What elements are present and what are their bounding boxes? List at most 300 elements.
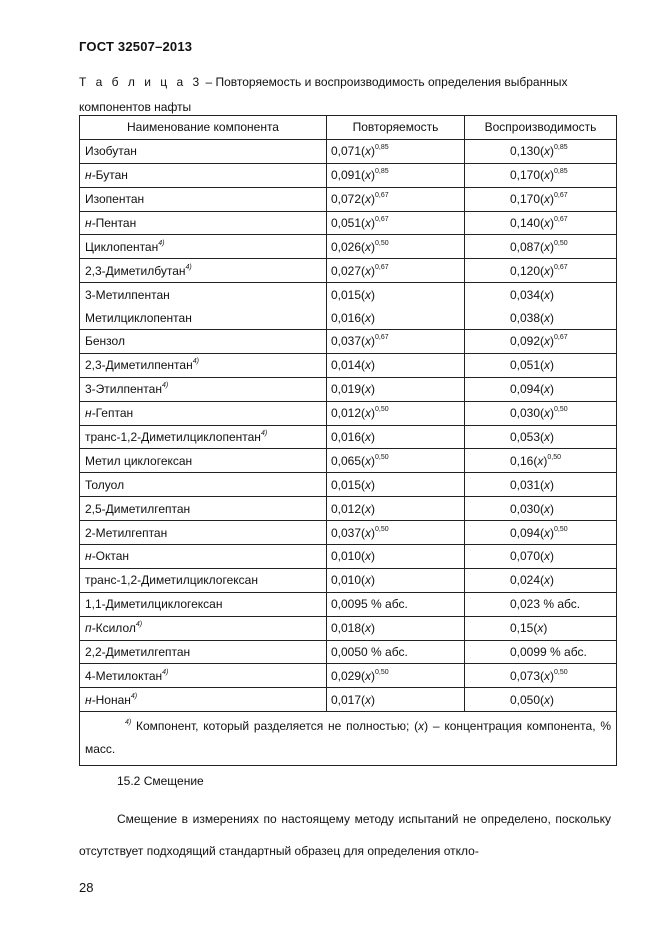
component-name: Циклопентан xyxy=(85,239,159,254)
value-text: 0,023 % абс. xyxy=(510,597,581,612)
value-x: x xyxy=(365,525,372,540)
table-row xyxy=(80,568,617,592)
component-name-cell xyxy=(80,664,327,688)
value-paren: ) xyxy=(550,430,555,445)
value-exponent: 0,85 xyxy=(375,168,389,176)
value-x: x xyxy=(544,263,551,278)
reproducibility-cell xyxy=(465,640,617,664)
repeatability-cell xyxy=(327,211,465,235)
reproducibility-cell xyxy=(465,449,617,473)
footnote-ref: 4) xyxy=(130,692,138,700)
reproducibility-cell xyxy=(465,306,617,329)
value-paren: ) xyxy=(550,692,555,707)
component-name-cell xyxy=(80,616,327,640)
header-repeatability: Повторяемость xyxy=(327,116,465,140)
value-coef: 0,037( xyxy=(331,525,366,540)
repeatability-cell xyxy=(327,449,465,473)
value-x: x xyxy=(544,287,551,302)
table-row xyxy=(80,688,617,712)
reproducibility-cell xyxy=(465,521,617,545)
value-paren: ) xyxy=(550,501,555,516)
component-name-cell xyxy=(80,211,327,235)
value-coef: 0,094( xyxy=(510,382,545,397)
value-x: x xyxy=(537,621,544,636)
value-coef: 0,017( xyxy=(331,692,366,707)
table-row xyxy=(80,497,617,521)
value-exponent: 0,67 xyxy=(554,192,568,200)
value-paren: ) xyxy=(543,453,548,468)
value-paren: ) xyxy=(550,549,555,564)
value-x: x xyxy=(365,382,372,397)
value-x: x xyxy=(365,573,372,588)
value-paren: ) xyxy=(550,192,555,207)
reproducibility-cell xyxy=(465,545,617,569)
repeatability-cell xyxy=(327,330,465,354)
value-paren: ) xyxy=(371,525,376,540)
value-coef: 0,038( xyxy=(510,310,545,325)
value-exponent: 0,50 xyxy=(375,668,389,676)
table-row xyxy=(80,139,617,163)
value-x: x xyxy=(365,501,372,516)
reproducibility-cell xyxy=(465,139,617,163)
table-row xyxy=(80,187,617,211)
repeatability-cell xyxy=(327,187,465,211)
footnote-row xyxy=(80,712,617,766)
value-text: 0,0099 % абс. xyxy=(510,645,587,660)
footnote-ref: 4) xyxy=(161,382,169,390)
value-x: x xyxy=(365,477,372,492)
value-coef: 0,018( xyxy=(331,621,366,636)
table-caption xyxy=(79,70,619,120)
value-x: x xyxy=(544,358,551,373)
value-x: x xyxy=(544,382,551,397)
repeatability-cell xyxy=(327,306,465,329)
table-row xyxy=(80,616,617,640)
document-code: ГОСТ 32507–2013 xyxy=(79,39,193,54)
value-coef: 0,16( xyxy=(510,453,538,468)
reproducibility-cell xyxy=(465,592,617,616)
table-row xyxy=(80,283,617,306)
repeatability-cell xyxy=(327,545,465,569)
component-prefix: н- xyxy=(85,406,96,421)
component-name: 2-Метилгептан xyxy=(85,525,168,540)
table-row xyxy=(80,235,617,259)
value-paren: ) xyxy=(371,239,376,254)
value-exponent: 0,50 xyxy=(554,406,568,414)
footnote-ref: 4) xyxy=(185,263,192,271)
value-paren: ) xyxy=(543,621,548,636)
value-x: x xyxy=(365,168,372,183)
value-x: x xyxy=(544,144,551,159)
component-prefix: н- xyxy=(85,692,96,707)
reproducibility-cell xyxy=(465,259,617,283)
reproducibility-cell xyxy=(465,473,617,497)
value-x: x xyxy=(544,501,551,516)
component-name-cell xyxy=(80,283,327,306)
component-name: Бензол xyxy=(85,334,125,349)
component-name: Метил циклогексан xyxy=(85,453,193,468)
component-prefix: п- xyxy=(85,621,96,636)
value-exponent: 0,50 xyxy=(375,239,389,247)
footnote-ref: 4) xyxy=(162,668,169,676)
table-row xyxy=(80,353,617,377)
repeatability-cell xyxy=(327,664,465,688)
value-coef: 0,014( xyxy=(331,358,366,373)
footnote-ref: 4) xyxy=(192,358,199,366)
component-name-cell xyxy=(80,497,327,521)
value-x: x xyxy=(544,334,551,349)
value-coef: 0,015( xyxy=(331,477,366,492)
value-coef: 0,070( xyxy=(510,549,545,564)
value-coef: 0,019( xyxy=(331,382,366,397)
component-name: 2,3-Диметилпентан xyxy=(85,358,193,373)
value-x: x xyxy=(365,334,372,349)
value-x: x xyxy=(365,621,372,636)
component-name: 2,2-Диметилгептан xyxy=(85,645,191,660)
repeatability-cell xyxy=(327,139,465,163)
value-x: x xyxy=(544,239,551,254)
value-coef: 0,15( xyxy=(510,621,538,636)
value-x: x xyxy=(365,692,372,707)
table-row xyxy=(80,640,617,664)
value-x: x xyxy=(365,430,372,445)
value-coef: 0,034( xyxy=(510,287,545,302)
component-name: Ксилол xyxy=(95,621,136,636)
precision-table xyxy=(79,115,617,766)
value-coef: 0,170( xyxy=(510,168,545,183)
repeatability-cell xyxy=(327,377,465,401)
value-exponent: 0,67 xyxy=(554,334,568,342)
component-name-cell xyxy=(80,568,327,592)
value-coef: 0,024( xyxy=(510,573,545,588)
value-coef: 0,140( xyxy=(510,216,545,230)
value-paren: ) xyxy=(371,692,376,707)
reproducibility-cell xyxy=(465,235,617,259)
value-coef: 0,053( xyxy=(510,430,545,445)
repeatability-cell xyxy=(327,616,465,640)
table-row xyxy=(80,473,617,497)
component-name-cell xyxy=(80,353,327,377)
footnote-ref: 4) xyxy=(135,621,143,629)
value-paren: ) xyxy=(371,501,376,516)
table-row xyxy=(80,211,617,235)
repeatability-cell xyxy=(327,259,465,283)
component-name: транс-1,2-Диметилциклопентан xyxy=(85,430,261,445)
value-coef: 0,030( xyxy=(510,501,545,516)
value-coef: 0,092( xyxy=(510,334,545,349)
component-name: Метилциклопентан xyxy=(85,310,192,325)
value-exponent: 0,67 xyxy=(554,263,568,271)
table-caption-text: – Повторяемость и воспроизводимость определения выбранных компонентов нафты xyxy=(79,75,568,114)
value-coef: 0,027( xyxy=(331,263,366,278)
reproducibility-cell xyxy=(465,163,617,187)
value-coef: 0,031( xyxy=(510,477,545,492)
value-paren: ) xyxy=(371,668,376,683)
component-name-cell xyxy=(80,377,327,401)
value-text: 0,0095 % абс. xyxy=(331,597,408,612)
repeatability-cell xyxy=(327,163,465,187)
component-name: Нонан xyxy=(95,692,131,707)
value-x: x xyxy=(365,263,372,278)
value-coef: 0,050( xyxy=(510,692,545,707)
footnote-ref: 4) xyxy=(260,430,268,438)
component-name-cell xyxy=(80,330,327,354)
value-paren: ) xyxy=(371,144,376,159)
value-x: x xyxy=(365,192,372,207)
component-name: 3-Метилпентан xyxy=(85,287,170,302)
table-row xyxy=(80,592,617,616)
repeatability-cell xyxy=(327,473,465,497)
component-name: 1,1-Диметилциклогексан xyxy=(85,597,223,612)
value-x: x xyxy=(365,549,372,564)
component-name-cell xyxy=(80,592,327,616)
value-coef: 0,073( xyxy=(510,668,545,683)
value-paren: ) xyxy=(371,621,376,636)
component-name: Пентан xyxy=(95,216,137,230)
value-exponent: 0,85 xyxy=(554,144,568,152)
header-component: Наименование компонента xyxy=(80,116,327,140)
table-row xyxy=(80,401,617,425)
table-row xyxy=(80,664,617,688)
component-name: 3-Этилпентан xyxy=(85,382,162,397)
value-coef: 0,016( xyxy=(331,430,366,445)
value-coef: 0,012( xyxy=(331,406,366,421)
page-number: 28 xyxy=(79,880,94,895)
value-x: x xyxy=(544,477,551,492)
value-coef: 0,091( xyxy=(331,168,366,183)
component-name-cell xyxy=(80,401,327,425)
value-x: x xyxy=(537,453,544,468)
value-x: x xyxy=(544,692,551,707)
value-coef: 0,094( xyxy=(510,525,545,540)
value-paren: ) xyxy=(550,334,555,349)
table-row xyxy=(80,545,617,569)
value-x: x xyxy=(544,310,551,325)
body-paragraph: Смещение в измерениях по настоящему методу испытаний не определено, поскольку отсутствует подходящий стандартный образец для определения откло- xyxy=(79,812,611,858)
reproducibility-cell xyxy=(465,688,617,712)
value-x: x xyxy=(544,573,551,588)
value-coef: 0,072( xyxy=(331,192,366,207)
value-exponent: 0,85 xyxy=(375,144,389,152)
value-paren: ) xyxy=(371,334,376,349)
component-prefix: н- xyxy=(85,549,96,564)
value-exponent: 0,50 xyxy=(375,525,389,533)
value-paren: ) xyxy=(371,192,376,207)
value-exponent: 0,67 xyxy=(375,192,389,200)
value-paren: ) xyxy=(550,287,555,302)
component-name: 2,5-Диметилгептан xyxy=(85,501,191,516)
value-paren: ) xyxy=(550,144,555,159)
value-paren: ) xyxy=(371,549,376,564)
table-body xyxy=(80,139,617,711)
reproducibility-cell xyxy=(465,283,617,306)
table-header-row xyxy=(80,116,617,140)
value-paren: ) xyxy=(371,430,376,445)
value-x: x xyxy=(365,144,372,159)
value-paren: ) xyxy=(371,382,376,397)
value-x: x xyxy=(365,239,372,254)
value-paren: ) xyxy=(550,310,555,325)
component-name: 4-Метилоктан xyxy=(85,668,163,683)
table-row xyxy=(80,330,617,354)
value-coef: 0,130( xyxy=(510,144,545,159)
value-coef: 0,087( xyxy=(510,239,545,254)
value-x: x xyxy=(544,549,551,564)
component-name: транс-1,2-Диметилциклогексан xyxy=(85,573,258,588)
value-paren: ) xyxy=(550,406,555,421)
value-exponent: 0,50 xyxy=(554,668,568,676)
value-coef: 0,065( xyxy=(331,453,366,468)
repeatability-cell xyxy=(327,425,465,449)
value-x: x xyxy=(365,453,372,468)
reproducibility-cell xyxy=(465,211,617,235)
component-name: Бутан xyxy=(95,168,128,183)
component-name-cell xyxy=(80,187,327,211)
value-paren: ) xyxy=(371,453,376,468)
value-coef: 0,030( xyxy=(510,406,545,421)
value-exponent: 0,50 xyxy=(554,525,568,533)
component-name-cell xyxy=(80,521,327,545)
repeatability-cell xyxy=(327,283,465,306)
reproducibility-cell xyxy=(465,377,617,401)
repeatability-cell xyxy=(327,353,465,377)
value-coef: 0,016( xyxy=(331,310,366,325)
header-reproducibility: Воспроизводимость xyxy=(465,116,617,140)
component-name-cell xyxy=(80,425,327,449)
value-paren: ) xyxy=(371,216,376,230)
value-exponent: 0,67 xyxy=(375,263,389,271)
repeatability-cell xyxy=(327,497,465,521)
repeatability-cell xyxy=(327,568,465,592)
value-text: 0,0050 % абс. xyxy=(331,645,408,660)
component-name: Октан xyxy=(95,549,129,564)
component-name-cell xyxy=(80,688,327,712)
value-paren: ) xyxy=(371,168,376,183)
value-paren: ) xyxy=(371,477,376,492)
component-name-cell xyxy=(80,640,327,664)
value-x: x xyxy=(544,430,551,445)
component-prefix: н- xyxy=(85,216,96,230)
table-row xyxy=(80,449,617,473)
value-coef: 0,071( xyxy=(331,144,366,159)
reproducibility-cell xyxy=(465,425,617,449)
footnote-text-a: Компонент, который разделяется не полностью; ( xyxy=(131,719,419,734)
table-row xyxy=(80,259,617,283)
repeatability-cell xyxy=(327,640,465,664)
value-paren: ) xyxy=(371,287,376,302)
table-row xyxy=(80,306,617,329)
value-paren: ) xyxy=(550,263,555,278)
value-coef: 0,012( xyxy=(331,501,366,516)
repeatability-cell xyxy=(327,235,465,259)
component-name-cell xyxy=(80,545,327,569)
value-exponent: 0,67 xyxy=(375,334,389,342)
reproducibility-cell xyxy=(465,401,617,425)
value-paren: ) xyxy=(550,382,555,397)
value-paren: ) xyxy=(550,477,555,492)
value-paren: ) xyxy=(550,525,555,540)
value-paren: ) xyxy=(371,310,376,325)
value-coef: 0,051( xyxy=(331,216,366,230)
value-exponent: 0,50 xyxy=(547,453,561,461)
value-x: x xyxy=(365,310,372,325)
value-exponent: 0,67 xyxy=(554,216,568,223)
table-caption-label: Т а б л и ц а 3 xyxy=(79,75,203,89)
value-exponent: 0,85 xyxy=(554,168,568,176)
table-row xyxy=(80,163,617,187)
value-paren: ) xyxy=(371,406,376,421)
reproducibility-cell xyxy=(465,616,617,640)
value-x: x xyxy=(544,525,551,540)
component-name: Изобутан xyxy=(85,144,137,159)
value-x: x xyxy=(365,216,372,230)
value-x: x xyxy=(544,406,551,421)
component-name: Гептан xyxy=(95,406,134,421)
value-x: x xyxy=(365,287,372,302)
table-row xyxy=(80,425,617,449)
value-x: x xyxy=(544,192,551,207)
value-coef: 0,037( xyxy=(331,334,366,349)
table-footnote xyxy=(80,712,617,766)
component-name: 2,3-Диметилбутан xyxy=(85,263,186,278)
value-coef: 0,010( xyxy=(331,549,366,564)
value-exponent: 0,50 xyxy=(375,453,389,461)
value-coef: 0,015( xyxy=(331,287,366,302)
value-x: x xyxy=(544,216,551,230)
value-paren: ) xyxy=(550,573,555,588)
value-paren: ) xyxy=(550,668,555,683)
repeatability-cell xyxy=(327,688,465,712)
component-name-cell xyxy=(80,235,327,259)
value-x: x xyxy=(365,358,372,373)
component-name-cell xyxy=(80,139,327,163)
value-coef: 0,170( xyxy=(510,192,545,207)
reproducibility-cell xyxy=(465,187,617,211)
footnote-mark: 4) xyxy=(125,719,132,727)
repeatability-cell xyxy=(327,592,465,616)
value-exponent: 0,50 xyxy=(375,406,389,414)
component-name-cell xyxy=(80,259,327,283)
footnote-text-b: ) – концентрация компонента, % масс. xyxy=(85,719,611,757)
value-exponent: 0,67 xyxy=(375,216,389,223)
value-paren: ) xyxy=(371,263,376,278)
footnote-ref: 4) xyxy=(158,239,165,247)
table-row xyxy=(80,521,617,545)
component-name-cell xyxy=(80,473,327,497)
component-prefix: н- xyxy=(85,168,96,183)
reproducibility-cell xyxy=(465,330,617,354)
value-coef: 0,029( xyxy=(331,668,366,683)
reproducibility-cell xyxy=(465,353,617,377)
footnote-x: x xyxy=(418,719,425,734)
value-x: x xyxy=(544,168,551,183)
repeatability-cell xyxy=(327,521,465,545)
value-paren: ) xyxy=(550,168,555,183)
table-row xyxy=(80,377,617,401)
value-x: x xyxy=(544,668,551,683)
value-paren: ) xyxy=(550,216,555,230)
value-coef: 0,051( xyxy=(510,358,545,373)
value-coef: 0,026( xyxy=(331,239,366,254)
component-name-cell xyxy=(80,449,327,473)
value-coef: 0,120( xyxy=(510,263,545,278)
value-paren: ) xyxy=(550,358,555,373)
component-name: Толуол xyxy=(85,477,125,492)
component-name-cell xyxy=(80,306,327,329)
value-coef: 0,010( xyxy=(331,573,366,588)
reproducibility-cell xyxy=(465,497,617,521)
reproducibility-cell xyxy=(465,664,617,688)
